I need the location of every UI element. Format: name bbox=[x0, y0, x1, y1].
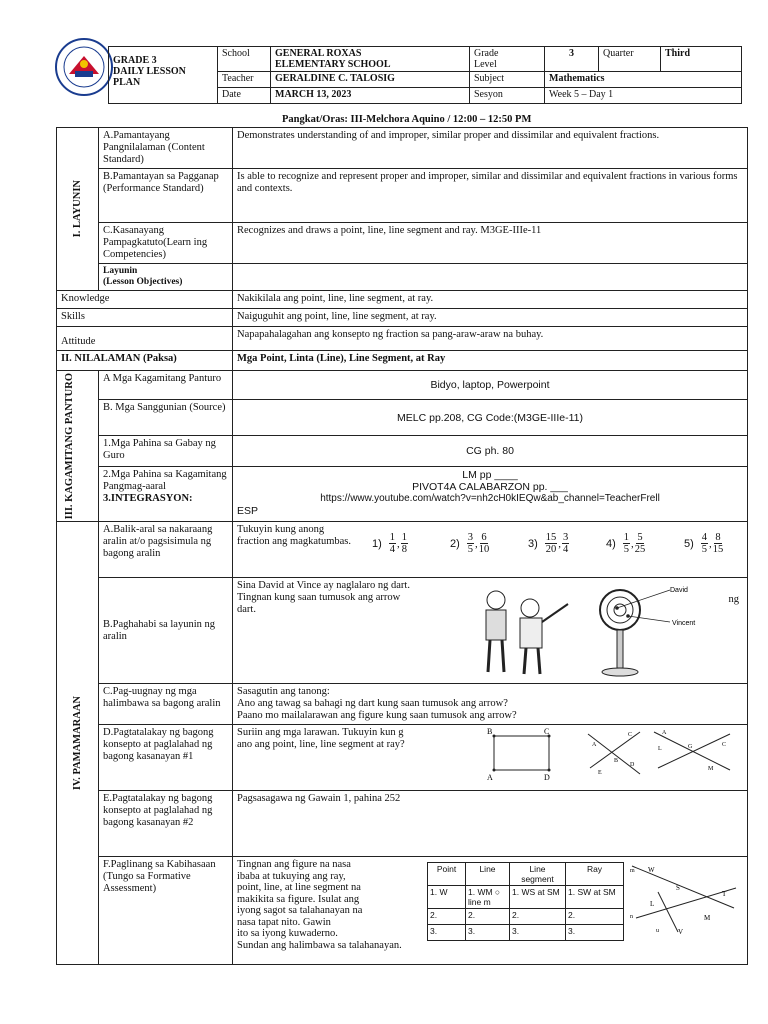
grade-label: Grade Level bbox=[470, 47, 545, 72]
col-header: Ray bbox=[566, 863, 624, 886]
dart-illustration bbox=[470, 580, 710, 680]
sanggunian-label: B. Mga Sanggunian (Source) bbox=[99, 400, 233, 436]
vincent-label: Vincent bbox=[672, 620, 696, 627]
svg-text:S: S bbox=[676, 884, 680, 892]
rectangle-figure bbox=[484, 726, 564, 782]
svg-text:C: C bbox=[722, 742, 727, 748]
lesson-plan-title: GRADE 3 DAILY LESSON PLAN bbox=[109, 47, 218, 104]
performance-standard-label: B.Pamantayan sa Pagganap (Performance Standard) bbox=[99, 169, 233, 223]
svg-text:D: D bbox=[630, 762, 635, 768]
fraction-item: 3) $\frac{15}{20}$ , $\frac{3}{4}$ bbox=[528, 532, 569, 555]
pagtatalakay2-value: Pagsasagawa ng Gawain 1, pahina 252 bbox=[233, 791, 748, 857]
content-standard-label: A.Pamantayang Pangnilalaman (Content Standard) bbox=[99, 128, 233, 169]
pagtatalakay2-label: E.Pagtatalakay ng bagong konsepto at paglalahad ng bagong kasanayan #2 bbox=[99, 791, 233, 857]
svg-text:C: C bbox=[628, 732, 633, 738]
fraction-item: 1) $\frac{1}{4}$ , $\frac{1}{8}$ bbox=[372, 532, 408, 555]
fraction-item: 2) $\frac{3}{5}$ , $\frac{6}{10}$ bbox=[450, 532, 490, 555]
col-header: Line bbox=[466, 863, 510, 886]
table-cell: 3. bbox=[428, 925, 466, 941]
pag-uugnay-value: Sasagutin ang tanong: Ano ang tawag sa bahagi ng dart kung saan tumusok ang arrow? Paano mo mailalarawan ang figure kung saan tumusok ang arrow? bbox=[233, 684, 748, 725]
sesyon-value: Week 5 – Day 1 bbox=[545, 88, 742, 104]
svg-text:B: B bbox=[614, 758, 619, 764]
svg-text:V: V bbox=[678, 928, 684, 936]
svg-text:L: L bbox=[658, 746, 662, 752]
skills-value: Naiguguhit ang point, line, line segment, at ray. bbox=[233, 309, 748, 327]
svg-text:M: M bbox=[704, 914, 711, 922]
youtube-link[interactable]: https://www.youtube.com/watch?v=nh2cH0kIEQw&ab_channel=TeacherFrell bbox=[320, 492, 660, 504]
section-kagamitang: III. KAGAMITANG PANTURO bbox=[57, 371, 99, 522]
fraction-item: 4) $\frac{1}{5}$ , $\frac{5}{25}$ bbox=[606, 532, 646, 555]
date-value: MARCH 13, 2023 bbox=[271, 88, 470, 104]
quarter-value: Third bbox=[661, 47, 742, 72]
pangkat-line: Pangkat/Oras: III-Melchora Aquino / 12:00 – 12:50 PM bbox=[282, 114, 532, 125]
table-cell: 1. WM ○ line m bbox=[466, 886, 510, 909]
table-cell: 2. bbox=[466, 909, 510, 925]
nilalaman-label: II. NILALAMAN (Paksa) bbox=[57, 351, 233, 371]
svg-text:E: E bbox=[598, 770, 602, 776]
table-cell: 2. bbox=[566, 909, 624, 925]
table-cell: 1. WS at SM bbox=[510, 886, 566, 909]
integrasyon-value: ESP bbox=[237, 504, 259, 517]
knowledge-value: Nakikilala ang point, line, line segment, at ray. bbox=[233, 291, 748, 309]
teacher-value: GERALDINE C. TALOSIG bbox=[271, 72, 470, 88]
balik-aral-label: A.Balik-aral sa nakaraang aralin at/o pagsisimula ng bagong aralin bbox=[99, 522, 233, 578]
school-label: School bbox=[218, 47, 271, 72]
paglinang-value: Tingnan ang figure na nasa ibaba at tukuying ang ray, point, line, at line segment na makikita sa figure. Isulat ang iyong sagot sa talahanayan na nasa tapat nito. Gawin ito sa iyong kuwaderno. Sundan ang halimbawa sa talahanayan. bbox=[233, 857, 748, 965]
svg-text:A: A bbox=[662, 730, 667, 736]
date-label: Date bbox=[218, 88, 271, 104]
deped-seal bbox=[55, 38, 113, 96]
col-header: Line segment bbox=[510, 863, 566, 886]
section-layunin: I. LAYUNIN bbox=[57, 128, 99, 291]
svg-text:W: W bbox=[648, 866, 655, 874]
pagtatalakay1-value: Suriin ang mga larawan. Tukuyin kun g ano ang point, line, line segment at ray? bbox=[233, 725, 748, 791]
knowledge-label: Knowledge bbox=[57, 291, 233, 309]
table-cell: 2. bbox=[428, 909, 466, 925]
table-cell: 3. bbox=[566, 925, 624, 941]
lines-figure bbox=[628, 862, 740, 936]
quarter-label: Quarter bbox=[599, 47, 661, 72]
layunin-label: Layunin (Lesson Objectives) bbox=[99, 264, 233, 291]
svg-text:C: C bbox=[544, 727, 550, 736]
intersecting-lines-figure-2 bbox=[650, 726, 734, 774]
table-cell: 1. W bbox=[428, 886, 466, 909]
kagamitang-pangmag-aaral-value: LM pp ____ PIVOT4A CALABARZON pp. ___ https://www.youtube.com/watch?v=nh2cH0kIEQw&ab_channel=TeacherFrell ESP bbox=[233, 466, 748, 522]
col-header: Point bbox=[428, 863, 466, 886]
sanggunian-value: MELC pp.208, CG Code:(M3GE-IIIe-11) bbox=[233, 400, 748, 436]
paglinang-label: F.Paglinang sa Kabihasaan (Tungo sa Formative Assessment) bbox=[99, 857, 233, 965]
paghahabi-label: B.Paghahabi sa layunin ng aralin bbox=[99, 578, 233, 684]
subject-value: Mathematics bbox=[545, 72, 742, 88]
grade-value: 3 bbox=[545, 47, 599, 72]
school-value: GENERAL ROXAS ELEMENTARY SCHOOL bbox=[271, 47, 470, 72]
svg-text:G: G bbox=[688, 744, 693, 750]
svg-text:A: A bbox=[592, 742, 597, 748]
kagamitang-pangmag-aaral-label: 2.Mga Pahina sa Kagamitang Pangmag-aaral 3.INTEGRASYON: bbox=[99, 466, 233, 522]
gabay-value: CG ph. 80 bbox=[233, 436, 748, 466]
performance-standard-value: Is able to recognize and represent proper and improper, similar and dissimilar and equivalent fractions in various forms and contexts. bbox=[233, 169, 748, 223]
skills-label: Skills bbox=[57, 309, 233, 327]
answer-table bbox=[427, 862, 624, 941]
competencies-label: C.Kasanayang Pampagkatuto(Learn ing Competencies) bbox=[99, 223, 233, 264]
kagamitang-label: A Mga Kagamitang Panturo bbox=[99, 371, 233, 400]
svg-text:T: T bbox=[722, 890, 727, 898]
header-table bbox=[108, 46, 742, 104]
table-cell: 3. bbox=[510, 925, 566, 941]
section-pamamaraan: IV. PAMAMARAAN bbox=[57, 522, 99, 965]
svg-text:u: u bbox=[656, 928, 659, 934]
svg-text:L: L bbox=[650, 900, 655, 908]
intersecting-lines-figure-1 bbox=[584, 726, 644, 778]
attitude-label: Attitude bbox=[57, 327, 233, 351]
fraction-items bbox=[372, 532, 744, 555]
layunin-value bbox=[233, 264, 748, 291]
fraction-item: 5) $\frac{4}{5}$ , $\frac{8}{15}$ bbox=[684, 532, 724, 555]
pagtatalakay1-label: D.Pagtatalakay ng bagong konsepto at paglalahad ng bagong kasanayan #1 bbox=[99, 725, 233, 791]
attitude-value: Napapahalagahan ang konsepto ng fraction sa pang-araw-araw na buhay. bbox=[233, 327, 748, 351]
svg-text:B: B bbox=[487, 727, 493, 736]
paghahabi-value: Sina David at Vince ay naglalaro ng dart. Tingnan kung saan tumusok ang arrow dart. ng bbox=[233, 578, 748, 684]
table-cell: 1. SW at SM bbox=[566, 886, 624, 909]
svg-text:n: n bbox=[630, 914, 633, 920]
kagamitang-value: Bidyo, laptop, Powerpoint bbox=[233, 371, 748, 400]
svg-text:m: m bbox=[630, 868, 635, 874]
table-cell: 3. bbox=[466, 925, 510, 941]
table-cell: 2. bbox=[510, 909, 566, 925]
content-standard-value: Demonstrates understanding of and improper, similar proper and dissimilar and equivalent fractions. bbox=[233, 128, 748, 169]
svg-text:D: D bbox=[544, 773, 550, 782]
svg-text:M: M bbox=[708, 766, 714, 772]
competencies-value: Recognizes and draws a point, line, line segment and ray. M3GE-IIIe-11 bbox=[233, 223, 748, 264]
balik-aral-value: Tukuyin kung anong fraction ang magkatumbas. bbox=[233, 522, 748, 578]
teacher-label: Teacher bbox=[218, 72, 271, 88]
sesyon-label: Sesyon bbox=[470, 88, 545, 104]
david-label: David bbox=[670, 587, 688, 594]
gabay-label: 1.Mga Pahina sa Gabay ng Guro bbox=[99, 436, 233, 466]
subject-label: Subject bbox=[470, 72, 545, 88]
pag-uugnay-label: C.Pag-uugnay ng mga halimbawa sa bagong aralin bbox=[99, 684, 233, 725]
svg-text:A: A bbox=[487, 773, 493, 782]
nilalaman-value: Mga Point, Linta (Line), Line Segment, at Ray bbox=[233, 351, 748, 371]
